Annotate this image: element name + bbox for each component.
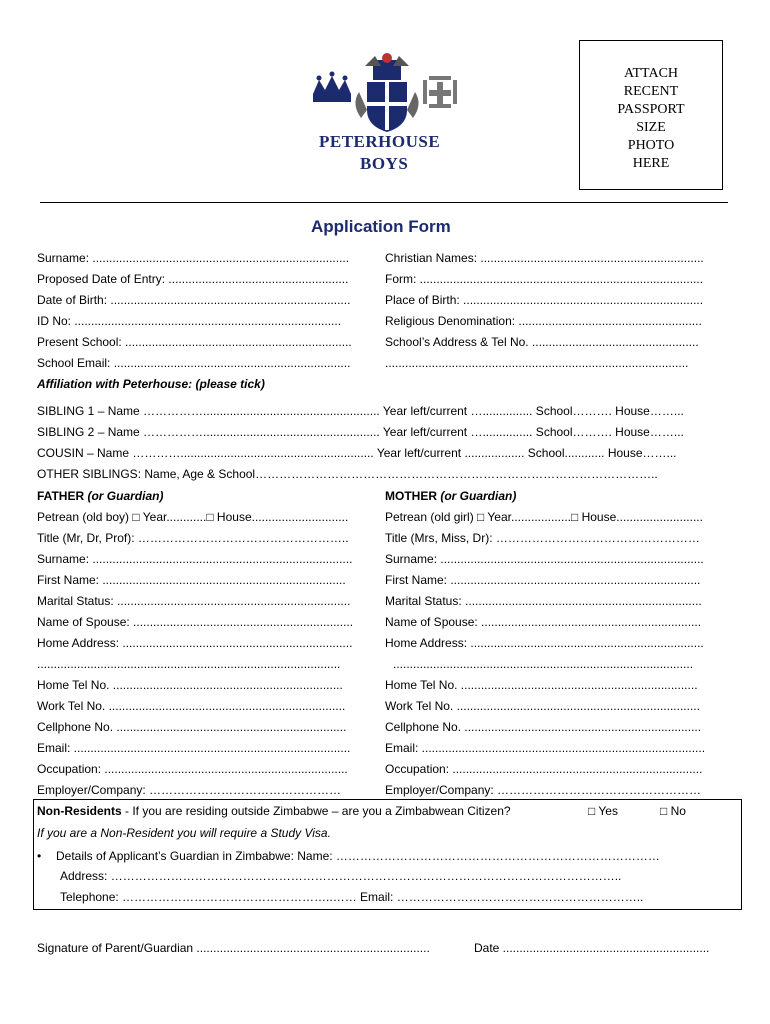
- father-heading-label: FATHER: [37, 489, 85, 503]
- father-employer-field[interactable]: Employer/Company: …………………………………………: [37, 783, 342, 797]
- non-resident-heading: Non-Residents: [37, 804, 122, 818]
- mother-heading-label: MOTHER: [385, 489, 437, 503]
- photo-box-line: PASSPORT: [617, 102, 685, 117]
- mother-firstname-field[interactable]: First Name: ...........................................................................: [385, 573, 701, 587]
- father-cell-field[interactable]: Cellphone No. .....................................................................: [37, 720, 347, 734]
- non-resident-text: - If you are residing outside Zimbabwe – are you a Zimbabwean Citizen?: [121, 804, 511, 818]
- father-petrean-field[interactable]: Petrean (old boy) □ Year............□ House.............................: [37, 510, 349, 524]
- father-worktel-field[interactable]: Work Tel No. .......................................................................: [37, 699, 346, 713]
- photo-box-line: SIZE: [636, 120, 666, 135]
- sibling2-field[interactable]: SIBLING 2 – Name ……………..................................................... Year left/current …............... School………. House……...: [37, 425, 684, 439]
- father-title-field[interactable]: Title (Mr, Dr, Prof): ……………………………………………..: [37, 531, 349, 545]
- father-marital-field[interactable]: Marital Status: ......................................................................: [37, 594, 351, 608]
- father-address-line2[interactable]: ...........................................................................................: [37, 657, 341, 671]
- no-checkbox[interactable]: □ No: [660, 804, 686, 818]
- father-firstname-field[interactable]: First Name: .........................................................................: [37, 573, 346, 587]
- divider: [40, 202, 728, 203]
- guardian-name-field[interactable]: Details of Applicant’s Guardian in Zimbabwe: Name: ………………………………………………………………………: [56, 849, 660, 863]
- mother-surname-field[interactable]: Surname: ...............................................................................: [385, 552, 704, 566]
- religion-field[interactable]: Religious Denomination: .......................................................: [385, 314, 702, 328]
- school-email-field[interactable]: School Email: .......................................................................: [37, 356, 351, 370]
- logo-name: PETERHOUSE: [319, 132, 441, 151]
- father-heading: [37, 489, 163, 503]
- date-field[interactable]: Date ..............................................................: [474, 941, 710, 955]
- photo-box: [579, 40, 723, 190]
- sibling1-field[interactable]: SIBLING 1 – Name ……………..................................................... Year left/current …............... School………. House……...: [37, 404, 684, 418]
- father-spouse-field[interactable]: Name of Spouse: ..................................................................: [37, 615, 354, 629]
- mother-employer-field[interactable]: Employer/Company: ……………………………………………: [385, 783, 702, 797]
- id-field[interactable]: ID No: ................................................................................: [37, 314, 342, 328]
- photo-box-line: ATTACH: [623, 66, 679, 81]
- mother-email-field[interactable]: Email: .....................................................................................: [385, 741, 706, 755]
- page-title: Application Form: [311, 217, 451, 236]
- cross-icon: [423, 76, 457, 108]
- father-hometel-field[interactable]: Home Tel No. .....................................................................: [37, 678, 343, 692]
- crown-icon: [313, 72, 351, 103]
- photo-box-line: HERE: [632, 156, 670, 171]
- signature-field[interactable]: Signature of Parent/Guardian ......................................................................: [37, 941, 430, 955]
- surname-field[interactable]: Surname: .............................................................................: [37, 251, 350, 265]
- guardian-telephone-field[interactable]: Telephone: ……………………………………………..…… Email: ……………………………………………………..: [60, 890, 644, 904]
- mother-marital-field[interactable]: Marital Status: .......................................................................: [385, 594, 702, 608]
- mother-cell-field[interactable]: Cellphone No. .......................................................................: [385, 720, 702, 734]
- mother-occupation-field[interactable]: Occupation: ...........................................................................: [385, 762, 703, 776]
- father-email-field[interactable]: Email: ...................................................................................: [37, 741, 351, 755]
- school-address-field[interactable]: School’s Address & Tel No. ..................................................: [385, 335, 699, 349]
- mother-worktel-field[interactable]: Work Tel No. .........................................................................: [385, 699, 700, 713]
- school-address-line2[interactable]: ...........................................................................................: [385, 356, 689, 370]
- mother-heading: [385, 489, 516, 503]
- mother-title-field[interactable]: Title (Mrs, Miss, Dr): ……………………………………………: [385, 531, 700, 545]
- father-surname-field[interactable]: Surname: ..............................................................................: [37, 552, 353, 566]
- crest-icon: [305, 52, 465, 134]
- yes-checkbox[interactable]: □ Yes: [588, 804, 618, 818]
- non-resident-question: [37, 804, 511, 818]
- mother-hometel-field[interactable]: Home Tel No. .......................................................................: [385, 678, 698, 692]
- photo-box-line: RECENT: [623, 84, 679, 99]
- mother-address-field[interactable]: Home Address: ......................................................................: [385, 636, 704, 650]
- other-siblings-field[interactable]: OTHER SIBLINGS: Name, Age & School………………………………………………………………………………………..: [37, 467, 658, 481]
- father-heading-sub: (or Guardian): [87, 489, 164, 503]
- dob-field[interactable]: Date of Birth: ........................................................................: [37, 293, 351, 307]
- pob-field[interactable]: Place of Birth: ........................................................................: [385, 293, 704, 307]
- shield-icon: [355, 53, 418, 132]
- entry-date-field[interactable]: Proposed Date of Entry: ......................................................: [37, 272, 349, 286]
- father-address-field[interactable]: Home Address: .....................................................................: [37, 636, 353, 650]
- mother-spouse-field[interactable]: Name of Spouse: ..................................................................: [385, 615, 702, 629]
- guardian-address-field[interactable]: Address: ………………………………………………………………………………………………………………..: [60, 869, 622, 883]
- christian-names-field[interactable]: Christian Names: ...................................................................: [385, 251, 704, 265]
- logo-subname: BOYS: [360, 154, 409, 173]
- cousin-field[interactable]: COUSIN – Name ………….......................................................... Year left/current .................. School............ House……...: [37, 446, 677, 460]
- father-occupation-field[interactable]: Occupation: .........................................................................: [37, 762, 348, 776]
- mother-heading-sub: (or Guardian): [440, 489, 517, 503]
- study-visa-note: If you are a Non-Resident you will require a Study Visa.: [37, 826, 331, 840]
- mother-address-line2[interactable]: ..........................................................................................: [393, 657, 694, 671]
- affiliation-heading: Affiliation with Peterhouse: (please tick): [37, 377, 265, 391]
- bullet: •: [37, 849, 42, 863]
- mother-petrean-field[interactable]: Petrean (old girl) □ Year..................□ House..........................: [385, 510, 703, 524]
- present-school-field[interactable]: Present School: ....................................................................: [37, 335, 352, 349]
- form-field[interactable]: Form: .....................................................................................: [385, 272, 704, 286]
- photo-box-line: PHOTO: [627, 138, 675, 153]
